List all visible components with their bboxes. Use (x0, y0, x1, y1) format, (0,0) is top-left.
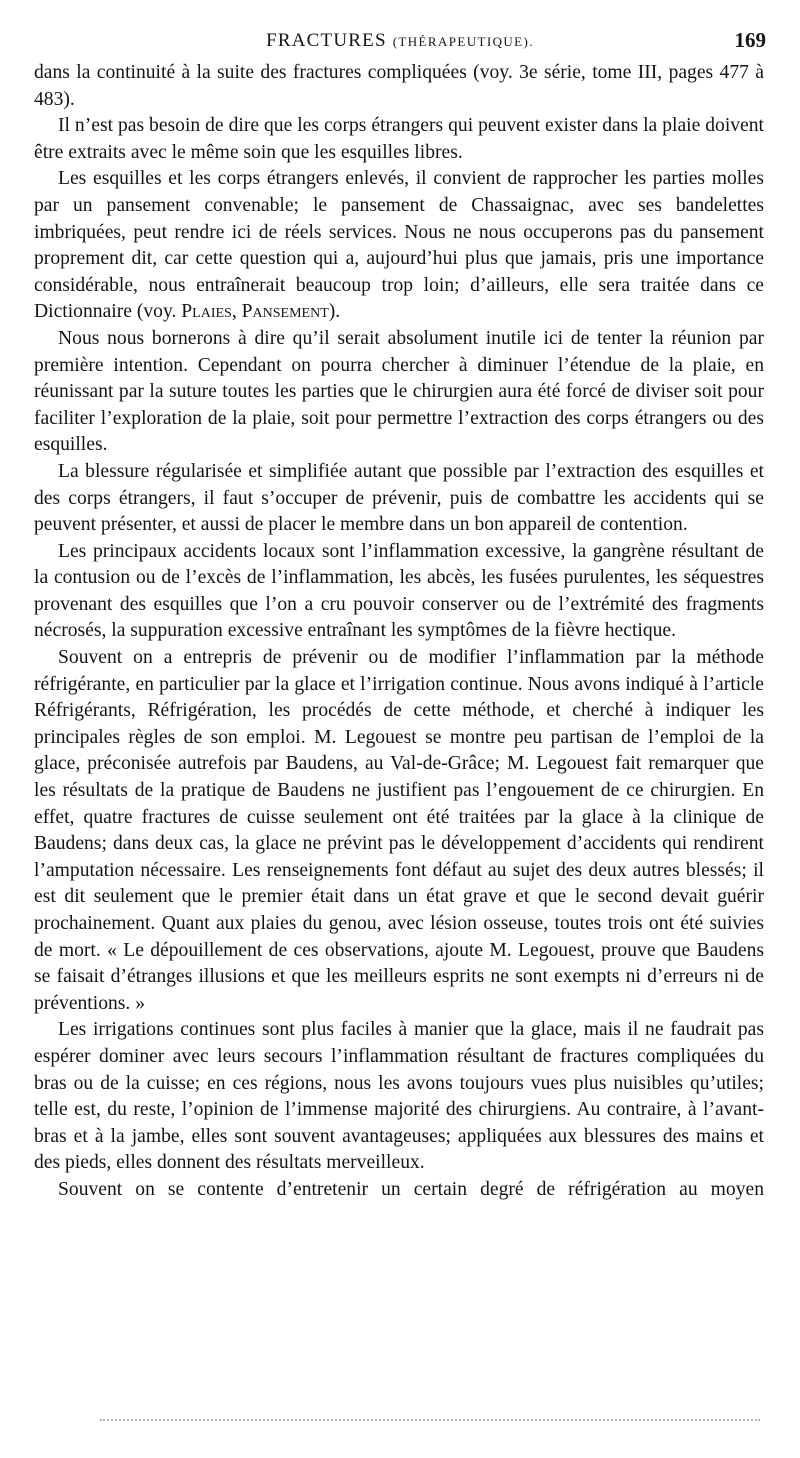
running-head (34, 30, 766, 52)
paragraph-text-end: ). (328, 301, 341, 323)
paragraph-text: Les esquilles et les corps étrangers enlevés, il convient de rapprocher les parties molles par un pansement convenable; le pansement de Chassaignac, avec ses bandelettes imbriquées, peut rendre ici de réels services. Nous ne nous occuperons pas du pansement proprement dit, car cette question qui a, aujourd’hui plus que jamais, pris une importance considérable, nous entraînerait beaucoup trop loin; d’ailleurs, elle sera traitée dans ce Dictionnaire (voy. (34, 168, 764, 323)
paragraph: Les principaux accidents locaux sont l’inflammation excessive, la gangrène résultant de la contusion ou de l’excès de l’inflammation, les abcès, les fusées purulentes, les séquestres provenant des esquilles que l’on a cru pouvoir conserver ou de l’extrémité des fragments nécrosés, la suppuration excessive entraînant les symptômes de la fièvre hectique. (34, 540, 764, 642)
running-head-subtitle: (THÉRAPEUTIQUE). (392, 34, 534, 49)
paragraph: Il n’est pas besoin de dire que les corps étrangers qui peuvent exister dans la plaie doivent être extraits avec le même soin que les esquilles libres. (34, 115, 764, 163)
paragraph: Nous nous bornerons à dire qu’il serait absolument inutile ici de tenter la réunion par première intention. Cependant on pourra chercher à diminuer l’étendue de la plaie, en réunissant par la suture toutes les parties que le chirurgien aura été forcé de diviser soit pour faciliter l’exploration de la plaie, soit pour permettre l’extraction des corps étrangers ou des esquilles. (34, 327, 764, 456)
paragraph: La blessure régularisée et simplifiée autant que possible par l’extraction des esquilles et des corps étrangers, il faut s’occuper de prévenir, puis de combattre les accidents qui se peuvent présenter, et aussi de placer le membre dans un bon appareil de contention. (34, 460, 764, 536)
page-number: 169 (734, 28, 766, 52)
paragraph-last: Souvent on se contente d’entretenir un certain degré de réfrigération au moyen (58, 1178, 764, 1200)
paragraph-dressing (34, 166, 764, 326)
body-text (34, 60, 764, 1204)
cross-reference: Plaies, Pansement (181, 301, 329, 323)
paragraph: Souvent on a entrepris de prévenir ou de modifier l’inflammation par la méthode réfrigérante, en particulier par la glace et l’irrigation continue. Nous avons indiqué à l’article Réfrigérants, Réfrigération, les procédés de cette méthode, et cherché à indiquer les principales règles de son emploi. M. Legouest se montre peu partisan de l’emploi de la glace, préconisée autrefois par Baudens, au Val-de-Grâce; M. Legouest fait remarquer que les résultats de la pratique de Baudens ne justifient pas l’engouement de ce chirurgien. En effet, quatre fractures de cuisse seulement ont été traitées par la glace à la clinique de Baudens; dans deux cas, la glace ne prévint pas le développement d’accidents qui rendirent l’amputation nécessaire. Les renseignements font défaut au sujet des deux autres blessés; il est dit seulement que le premier était dans un état grave et que le second devait guérir prochainement. Quant aux plaies du genou, avec lésion osseuse, toutes trois ont été suivies de mort. « Le dépouillement de ces observations, ajoute M. Legouest, prouve que Baudens se faisait d’étranges illusions et que les meilleurs esprits ne sont exempts ni d’erreurs ni de préventions. » (34, 647, 764, 1014)
footer-dotted-rule (100, 1419, 760, 1421)
paragraph: Les irrigations continues sont plus faciles à manier que la glace, mais il ne faudrait pas espérer dominer avec leurs secours l’inflammation résultant de fractures compliquées du bras ou de la cuisse; en ces régions, nous les avons toujours vues plus nuisibles qu’utiles; telle est, du reste, l’opinion de l’immense majorité des chirurgiens. Au contraire, à l’avant-bras et à la jambe, elles sont souvent avantageuses; appliquées aux blessures des mains et des pieds, elles donnent des résultats merveilleux. (34, 1019, 764, 1174)
page-header (34, 30, 766, 60)
paragraph-continuation: dans la continuité à la suite des fractures compliquées (voy. 3e série, tome III, pages 477 à 483). (34, 62, 764, 110)
running-head-title: FRACTURES (266, 30, 387, 51)
